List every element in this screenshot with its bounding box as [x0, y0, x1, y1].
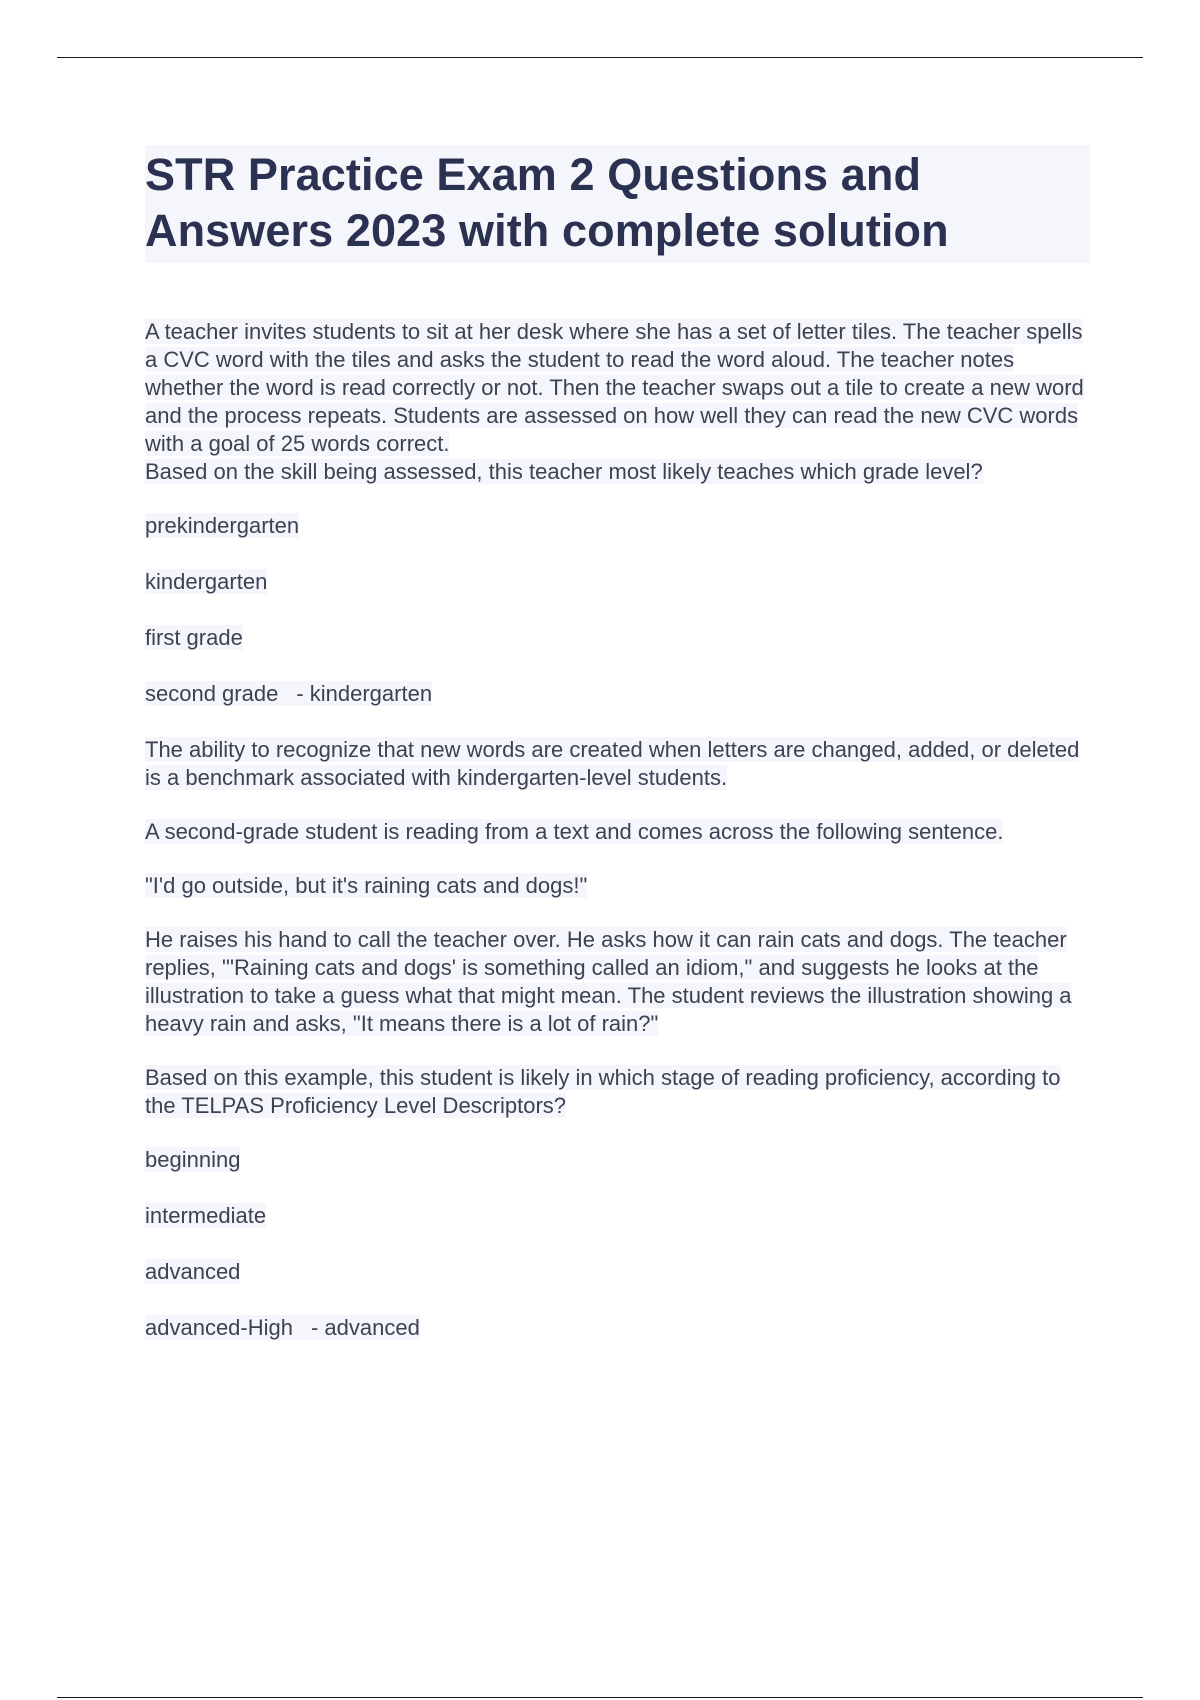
q2-option-last: advanced-High	[145, 1315, 293, 1340]
q2-intro: A second-grade student is reading from a text and comes across the following sentence.	[145, 819, 1004, 844]
q1-option: first grade	[145, 625, 243, 650]
q2-option-with-answer	[145, 1314, 1090, 1342]
q2-question: Based on this example, this student is likely in which stage of reading proficiency, according to the TELPAS Proficiency Level Descriptors?	[145, 1065, 1061, 1118]
document-title: STR Practice Exam 2 Questions and Answers 2023 with complete solution	[145, 145, 1090, 263]
bottom-rule	[57, 1697, 1143, 1698]
q1-stem: A teacher invites students to sit at her desk where she has a set of letter tiles. The teacher spells a CVC word with the tiles and asks the student to read the word aloud. The teacher notes whether the word is read correctly or not. Then the teacher swaps out a tile to create a new word and the process repeats. Students are assessed on how well they can read the new CVC words with a goal of 25 words correct.	[145, 319, 1084, 456]
q2-answer: - advanced	[310, 1315, 420, 1340]
q1-option: kindergarten	[145, 569, 268, 594]
q1-question: Based on the skill being assessed, this teacher most likely teaches which grade level?	[145, 459, 983, 484]
q1-option-last: second grade	[145, 681, 279, 706]
q2-option: intermediate	[145, 1203, 267, 1228]
q2-quote: "I'd go outside, but it's raining cats and dogs!"	[145, 873, 588, 898]
top-rule	[57, 57, 1143, 58]
q2-scenario: He raises his hand to call the teacher over. He asks how it can rain cats and dogs. The teacher replies, "'Raining cats and dogs' is something called an idiom," and suggests he looks at the illustration to take a guess what that might mean. The student reviews the illustration showing a heavy rain and asks, "It means there is a lot of rain?"	[145, 927, 1072, 1036]
q2-option: beginning	[145, 1147, 241, 1172]
q1-option: prekindergarten	[145, 513, 300, 538]
document-body	[145, 318, 1090, 1342]
q1-explanation: The ability to recognize that new words are created when letters are changed, added, or deleted is a benchmark associated with kindergarten-level students.	[145, 737, 1080, 790]
q1-answer: - kindergarten	[296, 681, 433, 706]
q2-option: advanced	[145, 1259, 241, 1284]
q1-option-with-answer	[145, 680, 1090, 708]
document-page	[145, 145, 1090, 1370]
